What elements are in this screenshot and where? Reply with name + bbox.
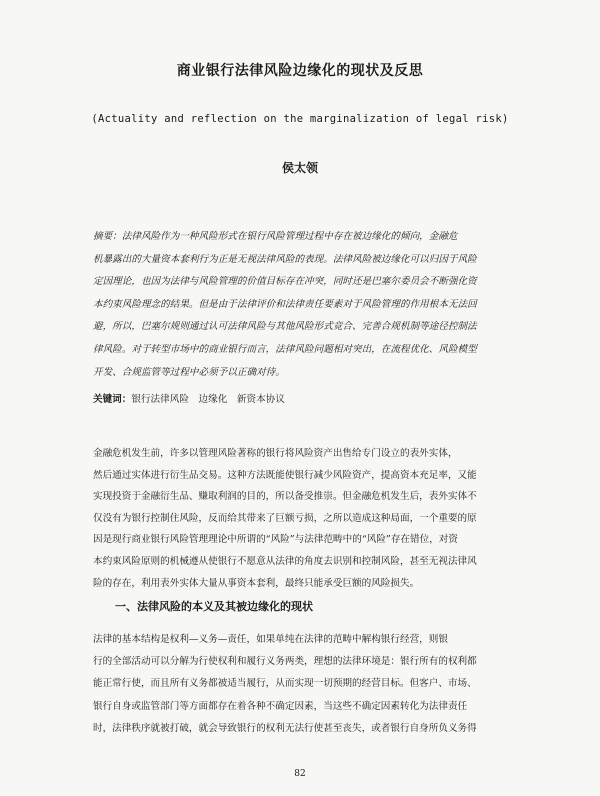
abstract-line: 开发、合规监管等过程中必须予以正确对待。 <box>93 366 285 378</box>
abstract-line: 定因理论，也因为法律与风险管理的价值目标存在冲突，同时还是巴塞尔委员会不断强化资 <box>93 276 477 288</box>
body-line: 仅没有为银行控制住风险，反而给其带来了巨额亏损，之所以造成这种局面，一个重要的原 <box>93 512 477 524</box>
body-line: 本约束风险原则的机械遵从使银行不愿意从法律的角度去识别和控制风险，甚至无视法律风 <box>93 555 477 567</box>
body-line: 实现投资于金融衍生品、赚取利润的目的，所以备受推崇。但金融危机发生后，表外实体不 <box>93 491 477 503</box>
author-name: 侯太领 <box>281 161 318 175</box>
body-line: 能正常行使，而且所有义务都被适当履行，从而实现一切预期的经营目标。但客户、市场、 <box>93 678 477 690</box>
body-line: 法律的基本结构是权利—义务—责任，如果单纯在法律的范畴中解构银行经营，则银 <box>93 634 448 645</box>
abstract-line: 机暴露出的大量资本套利行为正是无视法律风险的表现。法律风险被边缘化可以归因于风险 <box>93 253 477 265</box>
keywords <box>93 389 515 412</box>
body-line: 行的全部活动可以分解为行使权利和履行义务两类，理想的法律环境是：银行所有的权利都 <box>93 656 477 668</box>
section-heading: 一、法律风险的本义及其被边缘化的现状 <box>115 600 313 613</box>
abstract-line: 摘要：法律风险作为一种风险形式在银行风险管理过程中存在被边缘化的倾向，金融危 <box>93 231 458 242</box>
body-line: 金融危机发生前，许多以管理风险著称的银行将风险资产出售给专门设立的表外实体， <box>93 448 458 459</box>
body-line: 时，法律秩序就被打破，就会导致银行的权利无法行使甚至丧失，或者银行自身所负义务得 <box>93 722 477 734</box>
intro-paragraph <box>93 443 515 594</box>
body-line: 然后通过实体进行衍生品交易。这种方法既能使银行减少风险资产，提高资本充足率，又能 <box>93 469 477 481</box>
abstract-line: 避，所以，巴塞尔规则通过认可法律风险与其他风险形式竞合、完善合规机制等途径控制法 <box>93 321 477 333</box>
section-paragraph <box>93 629 515 740</box>
body-line: 险的存在，利用表外实体大量从事资本套利，最终只能承受巨额的风险损失。 <box>93 577 420 589</box>
keywords-label: 关键词： <box>93 394 132 405</box>
keywords-text: 银行法律风险 边缘化 新资本协议 <box>131 394 285 405</box>
paper-subtitle-english: (Actuality and reflection on the marginalization of legal risk) <box>91 113 509 125</box>
abstract <box>93 226 515 384</box>
paper-title: 商业银行法律风险边缘化的现状及反思 <box>176 63 424 79</box>
abstract-line: 本约束风险理念的结果。但是由于法律评价和法律责任要素对于风险管理的作用根本无法回 <box>93 298 477 310</box>
body-line: 因是现行商业银行风险管理理论中所谓的“风险”与法律范畴中的“风险”存在错位，对资 <box>93 534 458 546</box>
body-line: 银行自身或监管部门等方面都存在着各种不确定因素，当这些不确定因素转化为法律责任 <box>93 700 468 712</box>
abstract-line: 律风险。对于转型市场中的商业银行而言，法律风险问题相对突出，在流程优化、风险模型 <box>93 343 477 355</box>
page-number: 82 <box>294 769 306 779</box>
